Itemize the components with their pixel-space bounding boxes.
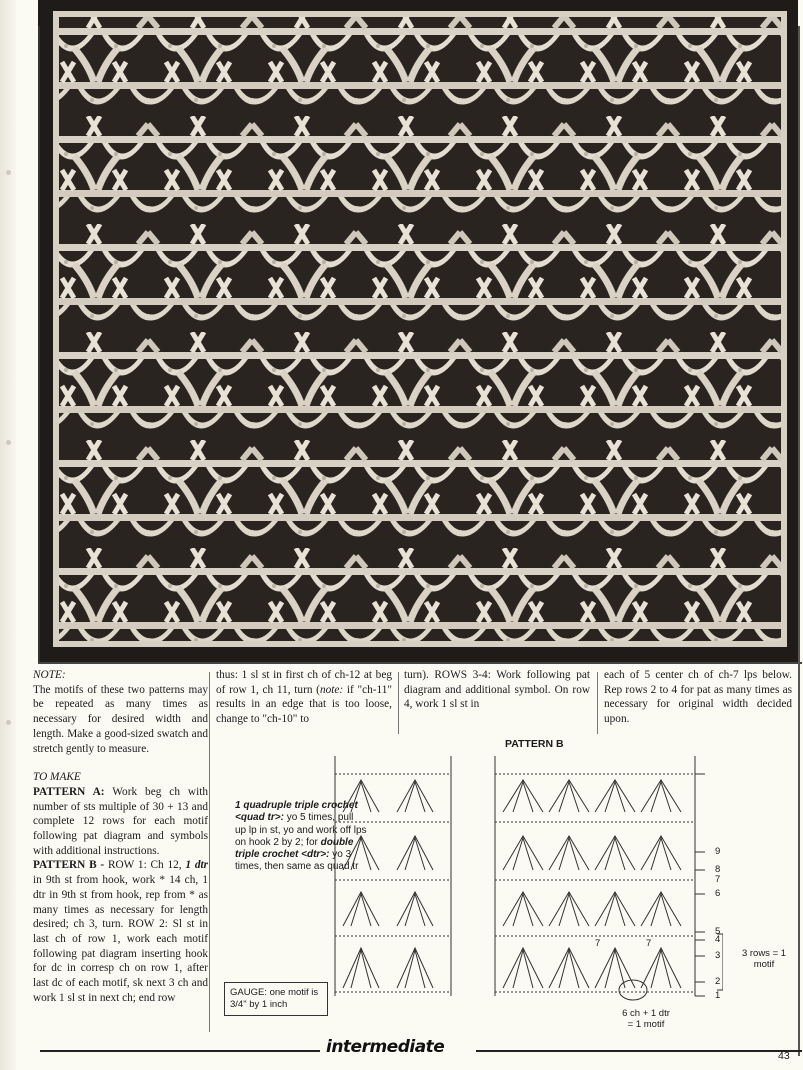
pattern-a-label: PATTERN A: [33, 785, 105, 798]
page-number: 43 [778, 1050, 790, 1062]
crochet-swatch-photo [38, 0, 798, 662]
column-divider-2 [398, 672, 399, 734]
row-number-5: 5 [715, 926, 721, 937]
pattern-b-text-2: in 9th st from hook, work * 14 ch, 1 dtr in 9th st from hook, rep from * as many times as necessary for length desired; ch 3, turn. ROW 2: Sl st in last ch of row 1, work each motif following pat diagram inserting hook for dc in corresp ch on row 1, after last dc of each motif, sk next 3 ch and work 1 sl st in next ch; end row [33, 874, 208, 1004]
pattern-b-text-1: ROW 1: Ch 12, [107, 859, 182, 872]
frame-line-bottom [38, 662, 802, 664]
rows-note: 3 rows = 1 motif [741, 948, 787, 970]
pattern-a-text: Work beg ch with number of sts multiple of 30 + 13 and complete 12 rows for each motif following pat diagram and symbols with additional instructions. [33, 785, 208, 857]
footer-rule-left [40, 1050, 320, 1052]
dtr-label: double triple crochet <dtr>: [235, 836, 354, 861]
frame-line-right [798, 26, 800, 1056]
pattern-b-dtr: 1 dtr [185, 859, 209, 872]
quad-tr-text: yo 5 times, pull up lp in st, yo and work off lps on hook 2 by 2; for [235, 812, 367, 848]
col2-text-1: thus: 1 sl st in first ch of ch-12 at beg of row 1, ch 11, turn ( [216, 669, 392, 696]
col4-text: each of 5 center ch of ch-7 lps below. Rep rows 2 to 4 for pat as many times as necessary for original width decided upon. [604, 669, 792, 726]
row-number-1: 1 [715, 990, 721, 1001]
difficulty-badge: intermediate [326, 1037, 445, 1057]
page-gutter [0, 0, 16, 1070]
stitch-diagram-svg [333, 752, 723, 1004]
pattern-b-label: PATTERN B - [33, 859, 105, 872]
col3-text: turn). ROWS 3-4: Work following pat diagram and additional symbol. On row 4, work 1 sl st in [404, 669, 590, 711]
row-number-2: 2 [715, 976, 721, 987]
instructions-column-4 [604, 668, 792, 727]
instructions-column-1 [33, 668, 208, 1005]
col2-note: note: [319, 683, 344, 696]
row-number-3: 3 [715, 950, 721, 961]
row-number-4: 4 [715, 934, 721, 945]
dtr-text: yo 3 times, then same as quad tr [235, 849, 359, 873]
footer-rule-right [476, 1050, 802, 1052]
row-number-6: 6 [715, 888, 721, 899]
bottom-note-line-2: = 1 motif [627, 1019, 665, 1030]
gauge-box: GAUGE: one motif is 3/4" by 1 inch [224, 982, 328, 1016]
pattern-b-diagram [333, 752, 723, 1009]
quad-tr-label: 1 quadruple triple crochet <quad tr>: [235, 800, 358, 824]
inner-seven-2: 7 [646, 938, 652, 949]
row-number-8: 8 [715, 864, 721, 875]
note-heading: NOTE: [33, 669, 66, 681]
column-divider-3 [597, 672, 598, 734]
instructions-column-3 [404, 668, 590, 712]
row-number-9: 9 [715, 846, 721, 857]
to-make-heading: TO MAKE [33, 771, 81, 784]
col2-text-2: if "ch-11" results in an edge that is too loose, change to "ch-10" to [216, 683, 392, 726]
instructions-column-2 [216, 668, 392, 727]
pattern-b-title: PATTERN B [505, 738, 564, 750]
row-number-7: 7 [715, 874, 721, 885]
bottom-note-line-1: 6 ch + 1 dtr [622, 1008, 670, 1019]
inner-seven-1: 7 [595, 938, 601, 949]
frame-line-left [38, 26, 40, 662]
note-body: The motifs of these two patterns may be repeated as many times as necessary for desired width and length. Make a good-sized swatch and stretch gently to measure. [33, 683, 208, 755]
column-divider-1 [209, 672, 210, 1032]
bottom-note [606, 1008, 686, 1030]
